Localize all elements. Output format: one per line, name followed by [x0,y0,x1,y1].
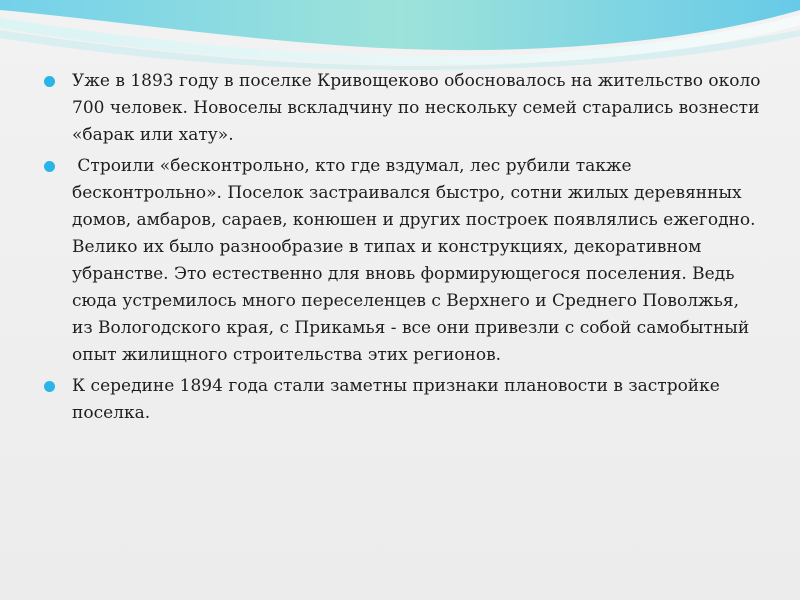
bullet-dot-icon [44,161,55,172]
bullet-item [44,373,764,427]
bullet-dot-icon [44,76,55,87]
bullet-item [44,68,764,149]
bullet-text: К середине 1894 года стали заметны признаки плановости в застройке поселка. [72,376,720,423]
bullet-text: Уже в 1893 году в поселке Кривощеково обосновалось на жительство около 700 человек. Новоселы вскладчину по нескольку семей старались вознести «барак или хату». [72,71,761,145]
slide-content [44,68,764,431]
bullet-text: Строили «бесконтрольно, кто где вздумал, лес рубили также бесконтрольно». Поселок застраивался быстро, сотни жилых деревянных домов, амбаров, сараев, конюшен и других построек появлялись ежегодно. Велико их было разнообразие в типах и конструкциях, декоративном убранстве. Это естественно для вновь формирующегося поселения. Ведь сюда устремилось много переселенцев с Верхнего и Среднего Поволжья, из Вологодского края, с Прикамья - все они привезли с собой самобытный опыт жилищного строительства этих регионов. [72,156,761,365]
bullet-item [44,153,764,369]
bullet-list [44,68,764,427]
bullet-dot-icon [44,381,55,392]
decorative-wave-header [0,0,800,70]
